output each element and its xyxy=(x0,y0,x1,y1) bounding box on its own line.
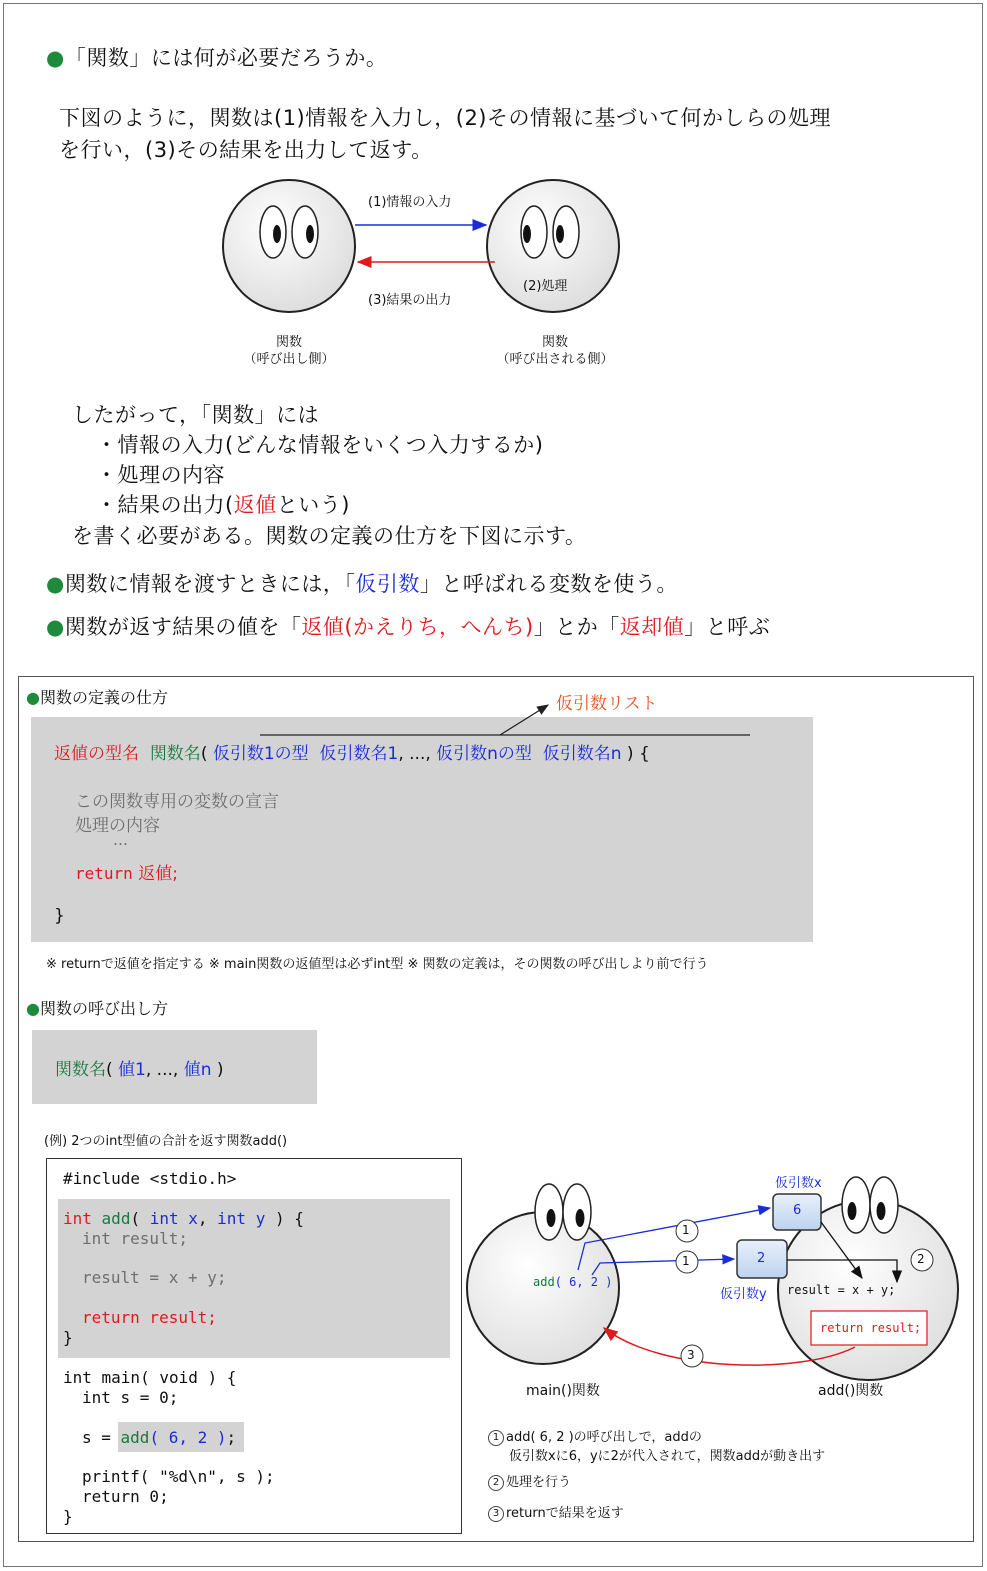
code-close-main: } xyxy=(63,1507,73,1526)
code-assign: s = add( 6, 2 ); xyxy=(82,1428,237,1447)
code-decl: int result; xyxy=(82,1229,188,1248)
need-process: ・処理の内容 xyxy=(96,463,225,487)
code-main-decl: int s = 0; xyxy=(82,1388,179,1407)
def-body-proc: 処理の内容 xyxy=(75,816,160,836)
bullet-icon: ● xyxy=(26,688,40,707)
main-face xyxy=(467,1184,619,1364)
param-y-label: 仮引数y xyxy=(720,1287,767,1302)
need-output: ・結果の出力(返値という) xyxy=(96,493,350,517)
note-step1: 1 add( 6, 2 )の呼び出しで，addの 仮引数xに6，yに2が代入されて，関数addが動き出す xyxy=(488,1428,825,1466)
example-caption: (例) 2つのint型値の合計を返す関数add() xyxy=(44,1134,288,1149)
caller-face xyxy=(223,180,355,312)
intro-para-1: 下図のように，関数は(1)情報を入力し，(2)その情報に基づいて何かしらの処理 xyxy=(59,106,831,130)
input-arrow-label: (1)情報の入力 xyxy=(368,195,452,210)
call-signature: 関数名( 値1, ..., 値n ) xyxy=(55,1060,224,1080)
step1-num-b: 1 xyxy=(682,1254,690,1268)
definition-heading: ●関数の定義の仕方 xyxy=(26,688,168,707)
bullet-icon: ● xyxy=(46,46,65,70)
process-label: (2)処理 xyxy=(523,279,568,294)
def-body-decl: この関数専用の変数の宣言 xyxy=(75,792,279,812)
code-close-add: } xyxy=(63,1328,73,1347)
main-func-label: main()関数 xyxy=(526,1383,600,1399)
code-return: return result; xyxy=(82,1308,217,1327)
def-return: return 返値; xyxy=(75,864,178,884)
add-func-label: add()関数 xyxy=(818,1383,884,1399)
bullet-icon: ● xyxy=(46,615,65,639)
code-return0: return 0; xyxy=(82,1487,169,1506)
therefore-last: を書く必要がある。関数の定義の仕方を下図に示す。 xyxy=(72,524,587,548)
bullet-icon: ● xyxy=(46,572,65,596)
note-step3: 3 returnで結果を返す xyxy=(488,1502,624,1522)
code-add-signature: int add( int x, int y ) { xyxy=(63,1209,304,1228)
step2-num: 2 xyxy=(917,1252,925,1266)
output-arrow-label: (3)結果の出力 xyxy=(368,293,452,308)
caller-label: 関数 （呼び出し側） xyxy=(243,335,335,367)
therefore-line: したがって，「関数」には xyxy=(72,403,320,427)
bullet-icon: ● xyxy=(26,999,40,1018)
param-list-label: 仮引数リスト xyxy=(556,694,658,714)
call-heading: ●関数の呼び出し方 xyxy=(26,999,168,1018)
def-body-ellipsis: … xyxy=(113,831,128,849)
bullet-params: ●関数に情報を渡すときには，「仮引数」と呼ばれる変数を使う。 xyxy=(46,572,678,596)
code-main-signature: int main( void ) { xyxy=(63,1368,237,1387)
param-x-value: 6 xyxy=(793,1203,802,1218)
code-calc: result = x + y; xyxy=(82,1268,227,1287)
bullet-return: ●関数が返す結果の値を「返値(かえりち，へんち)」とか「返却値」と呼ぶ xyxy=(46,615,771,639)
intro-heading: ●「関数」には何が必要だろうか。 xyxy=(46,46,388,70)
callee-label: 関数 （呼び出される側） xyxy=(496,335,614,367)
step1-num-a: 1 xyxy=(682,1223,690,1237)
main-call-expr: add( 6, 2 ) xyxy=(533,1275,613,1289)
code-include: #include <stdio.h> xyxy=(63,1169,237,1188)
intro-para-2: を行い，(3)その結果を出力して返す。 xyxy=(59,138,433,162)
add-result-expr: result = x + y; xyxy=(787,1283,896,1297)
need-input: ・情報の入力(どんな情報をいくつ入力するか) xyxy=(96,433,544,457)
def-brace-close: } xyxy=(54,906,65,926)
add-return-expr: return result; xyxy=(820,1321,922,1335)
param-x-label: 仮引数x xyxy=(775,1176,822,1191)
note-step2: 2 処理を行う xyxy=(488,1471,571,1491)
step3-num: 3 xyxy=(687,1348,695,1362)
code-printf: printf( "%d\n", s ); xyxy=(82,1467,275,1486)
definition-signature: 返値の型名 関数名( 仮引数1の型 仮引数名1, ..., 仮引数nの型 仮引数名n ) { xyxy=(54,744,650,764)
param-y-value: 2 xyxy=(757,1251,766,1266)
definition-note: ※ returnで返値を指定する ※ main関数の返値型は必ずint型 ※ 関数の定義は，その関数の呼び出しより前で行う xyxy=(46,957,709,972)
